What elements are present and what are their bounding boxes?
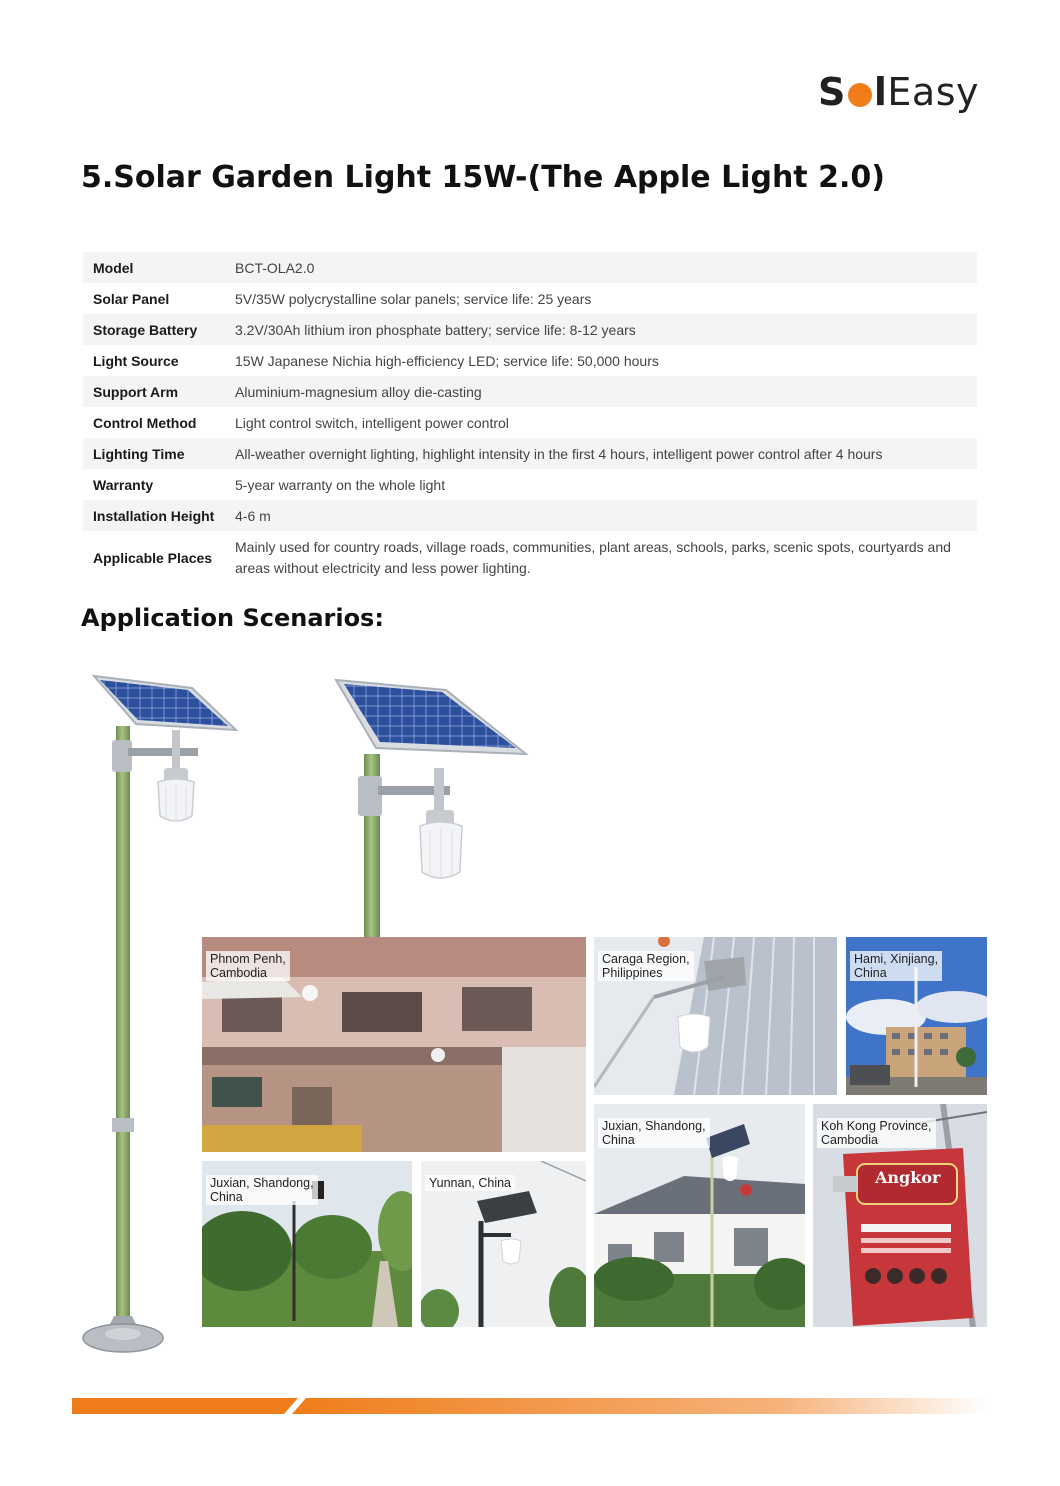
spec-row: [83, 283, 977, 314]
spec-label: Light Source: [93, 352, 179, 369]
spec-row: [83, 407, 977, 438]
spec-table: [83, 252, 977, 585]
spec-value: Mainly used for country roads, village roads, communities, plant areas, schools, parks, scenic spots, courtyards and areas without electricity and less power lighting.: [235, 539, 951, 576]
spec-label: Lighting Time: [83, 438, 225, 469]
scenario-caption: Phnom Penh, Cambodia: [206, 951, 290, 981]
scenario-caption: Caraga Region, Philippines: [598, 951, 694, 981]
spec-value: 4-6 m: [225, 500, 977, 531]
spec-value: 5V/35W polycrystalline solar panels; service life: 25 years: [235, 290, 592, 307]
spec-row: [83, 500, 977, 531]
spec-value: Light control switch, intelligent power control: [235, 414, 509, 431]
spec-value: All-weather overnight lighting, highlight intensity in the first 4 hours, intelligent power control after 4 hours: [225, 438, 977, 469]
footer-accent-bar: [72, 1398, 988, 1414]
spec-label: Storage Battery: [83, 314, 225, 345]
section-title: Application Scenarios:: [81, 604, 384, 632]
logo-text-s: S: [818, 70, 846, 114]
brand-logo: [818, 70, 979, 114]
scenario-photo-phnom-penh: [202, 937, 586, 1152]
spec-label: Warranty: [93, 476, 154, 493]
spec-label: Applicable Places: [93, 549, 213, 566]
scenario-caption: Hami, Xinjiang, China: [850, 951, 942, 981]
lamp-illustration-small: [330, 676, 530, 938]
scenario-photo-yunnan: [421, 1161, 586, 1327]
scenario-caption: Juxian, Shandong, China: [598, 1118, 710, 1148]
scenario-photo-koh-kong: [813, 1104, 987, 1327]
spec-label: Solar Panel: [93, 290, 170, 307]
spec-label: Control Method: [93, 414, 197, 431]
spec-label: Installation Height: [83, 500, 225, 531]
logo-text-easy: Easy: [887, 70, 979, 114]
scenario-photo-juxian-house: [594, 1104, 805, 1327]
spec-value: 15W Japanese Nichia high-efficiency LED; service life: 50,000 hours: [235, 352, 659, 369]
spec-value: Aluminium-magnesium alloy die-casting: [225, 376, 977, 407]
scenario-photo-hami: [846, 937, 987, 1095]
scenario-caption: Koh Kong Province, Cambodia: [817, 1118, 936, 1148]
scenario-caption: Juxian, Shandong, China: [206, 1175, 318, 1205]
spec-row: [83, 531, 977, 585]
spec-row: [83, 345, 977, 376]
spec-row: [83, 314, 977, 345]
spec-row: [83, 438, 977, 469]
spec-label: Model: [83, 252, 225, 283]
spec-row: [83, 252, 977, 283]
scenario-caption: Yunnan, China: [425, 1175, 515, 1191]
page-title: 5.Solar Garden Light 15W-(The Apple Light 2.0): [81, 160, 885, 195]
spec-value: BCT-OLA2.0: [225, 252, 977, 283]
scenario-photo-caraga: [594, 937, 837, 1095]
spec-row: [83, 376, 977, 407]
logo-text-l: l: [873, 70, 888, 114]
spec-value: 3.2V/30Ah lithium iron phosphate battery; service life: 8-12 years: [225, 314, 977, 345]
spec-row: [83, 469, 977, 500]
spec-value: 5-year warranty on the whole light: [235, 476, 446, 493]
scenario-photo-juxian-road: [202, 1161, 412, 1327]
spec-label: Support Arm: [83, 376, 225, 407]
sign-text: Angkor: [875, 1168, 941, 1187]
sun-icon: [848, 83, 872, 107]
